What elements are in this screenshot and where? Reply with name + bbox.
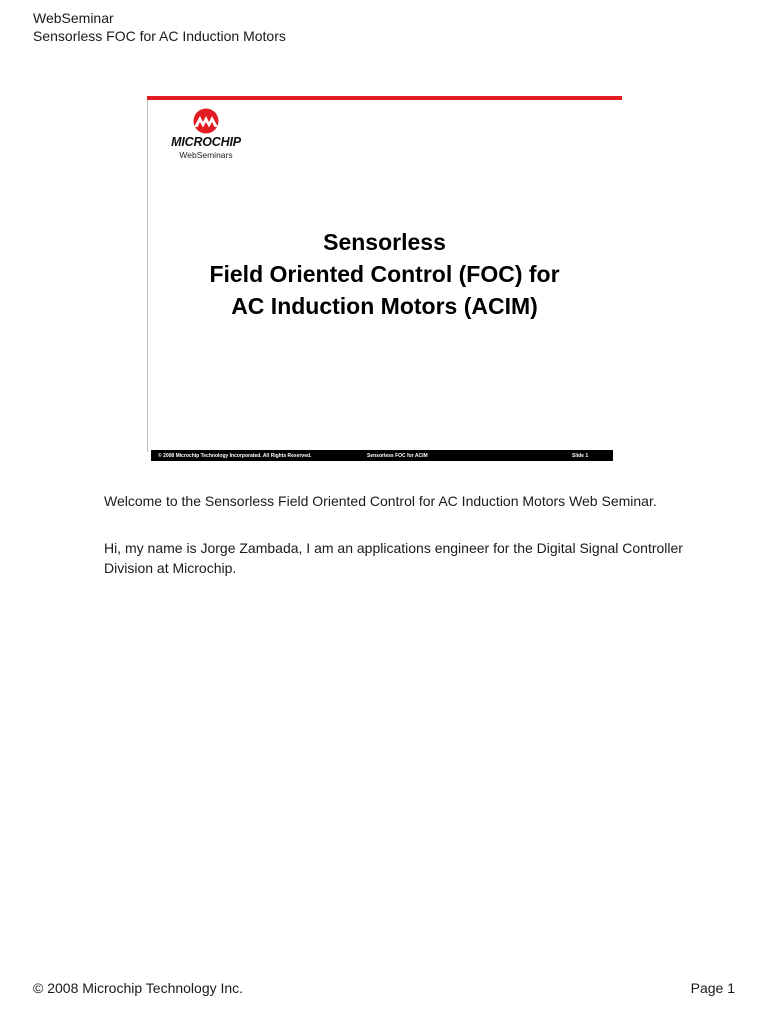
page-header	[33, 9, 286, 45]
slide-footer-number: Slide 1	[572, 452, 589, 459]
header-document-title: Sensorless FOC for AC Induction Motors	[33, 28, 286, 44]
microchip-logo	[161, 106, 251, 166]
slide-title-line: Field Oriented Control (FOC) for	[209, 261, 560, 287]
slide-footer-title: Sensorless FOC for ACIM	[367, 452, 428, 459]
speaker-notes	[104, 491, 684, 605]
notes-paragraph: Hi, my name is Jorge Zambada, I am an applications engineer for the Digital Signal Controller Division at Microchip.	[104, 540, 683, 576]
slide-top-accent-bar	[147, 96, 622, 100]
slide-title	[147, 226, 622, 322]
logo-subtitle: WebSeminars	[179, 150, 233, 160]
microchip-logo-icon	[189, 108, 223, 134]
logo-wordmark: MICROCHIP	[171, 135, 241, 149]
page-number: Page 1	[690, 980, 735, 996]
header-series: WebSeminar	[33, 10, 114, 26]
slide-title-line: Sensorless	[323, 229, 446, 255]
notes-paragraph: Welcome to the Sensorless Field Oriented Control for AC Induction Motors Web Seminar.	[104, 493, 657, 509]
footer-copyright: © 2008 Microchip Technology Inc.	[33, 980, 244, 996]
slide-footer-bar	[151, 450, 613, 461]
slide-title-line: AC Induction Motors (ACIM)	[231, 293, 538, 319]
slide-footer-copyright: © 2008 Microchip Technology Incorporated. All Rights Reserved.	[158, 452, 312, 459]
slide-thumbnail	[147, 96, 622, 462]
